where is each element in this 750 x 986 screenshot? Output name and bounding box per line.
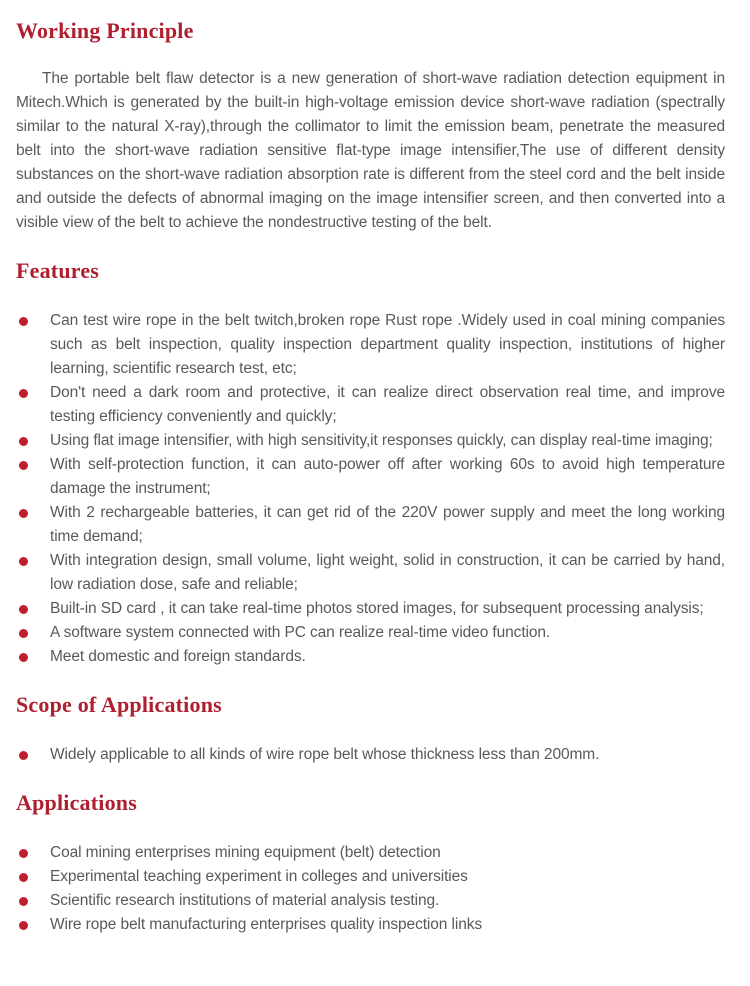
list-item bbox=[16, 841, 725, 865]
bullet-icon bbox=[19, 437, 28, 446]
section-heading-features: Features bbox=[16, 258, 100, 283]
list-item-text: With 2 rechargeable batteries, it can get rid of the 220V power supply and meet the long working time demand; bbox=[50, 504, 725, 545]
list-item bbox=[16, 621, 725, 645]
bullet-icon bbox=[19, 873, 28, 882]
bullet-icon bbox=[19, 751, 28, 760]
bullet-icon bbox=[19, 849, 28, 858]
bullet-icon bbox=[19, 557, 28, 566]
list-item-text: Widely applicable to all kinds of wire rope belt whose thickness less than 200mm. bbox=[50, 746, 600, 763]
bullet-icon bbox=[19, 653, 28, 662]
list-item-text: Built-in SD card , it can take real-time photos stored images, for subsequent processing analysis; bbox=[50, 600, 704, 617]
list-item-text: Wire rope belt manufacturing enterprises quality inspection links bbox=[50, 916, 483, 933]
section-heading-working-principle: Working Principle bbox=[16, 18, 194, 43]
bullet-icon bbox=[19, 317, 28, 326]
bullet-icon bbox=[19, 921, 28, 930]
bullet-icon bbox=[19, 605, 28, 614]
scope-list bbox=[16, 743, 725, 767]
section-heading-applications: Applications bbox=[16, 790, 137, 815]
list-item bbox=[16, 597, 725, 621]
bullet-icon bbox=[19, 509, 28, 518]
applications-list bbox=[16, 841, 725, 937]
list-item-text: Can test wire rope in the belt twitch,broken rope Rust rope .Widely used in coal mining companies such as belt inspection, quality inspection department quality inspection, institutions of higher learning, scientific research test, etc; bbox=[50, 312, 725, 377]
list-item bbox=[16, 865, 725, 889]
list-item-text: Don't need a dark room and protective, it can realize direct observation real time, and improve testing efficiency conveniently and quickly; bbox=[50, 384, 725, 425]
list-item-text: With integration design, small volume, light weight, solid in construction, it can be carried by hand, low radiation dose, safe and reliable; bbox=[50, 552, 725, 593]
list-item-text: Experimental teaching experiment in colleges and universities bbox=[50, 868, 468, 885]
list-item-text: A software system connected with PC can realize real-time video function. bbox=[50, 624, 551, 641]
bullet-icon bbox=[19, 897, 28, 906]
list-item bbox=[16, 501, 725, 549]
bullet-icon bbox=[19, 389, 28, 398]
features-list bbox=[16, 309, 725, 669]
list-item bbox=[16, 453, 725, 501]
list-item-text: Coal mining enterprises mining equipment (belt) detection bbox=[50, 844, 441, 861]
list-item-text: Meet domestic and foreign standards. bbox=[50, 648, 306, 665]
list-item-text: With self-protection function, it can auto-power off after working 60s to avoid high temperature damage the instrument; bbox=[50, 456, 725, 497]
list-item bbox=[16, 645, 725, 669]
working-principle-paragraph: The portable belt flaw detector is a new generation of short-wave radiation detection equipment in Mitech.Which is generated by the built-in high-voltage emission device short-wave radiation (spectrally similar to the natural X-ray),through the collimator to limit the emission beam, penetrate the measured belt into the short-wave radiation sensitive flat-type image intensifier,The use of different density substances on the short-wave radiation absorption rate is different from the steel cord and the belt inside and outside the defects of abnormal imaging on the image intensifier screen, and then converted into a visible view of the belt to achieve the nondestructive testing of the belt. bbox=[16, 70, 725, 231]
list-item bbox=[16, 309, 725, 381]
list-item bbox=[16, 913, 725, 937]
list-item-text: Using flat image intensifier, with high sensitivity,it responses quickly, can display real-time imaging; bbox=[50, 432, 713, 449]
list-item bbox=[16, 429, 725, 453]
list-item bbox=[16, 381, 725, 429]
list-item-text: Scientific research institutions of material analysis testing. bbox=[50, 892, 440, 909]
list-item bbox=[16, 743, 725, 767]
bullet-icon bbox=[19, 461, 28, 470]
section-heading-scope-of-applications: Scope of Applications bbox=[16, 692, 222, 717]
bullet-icon bbox=[19, 629, 28, 638]
list-item bbox=[16, 889, 725, 913]
list-item bbox=[16, 549, 725, 597]
